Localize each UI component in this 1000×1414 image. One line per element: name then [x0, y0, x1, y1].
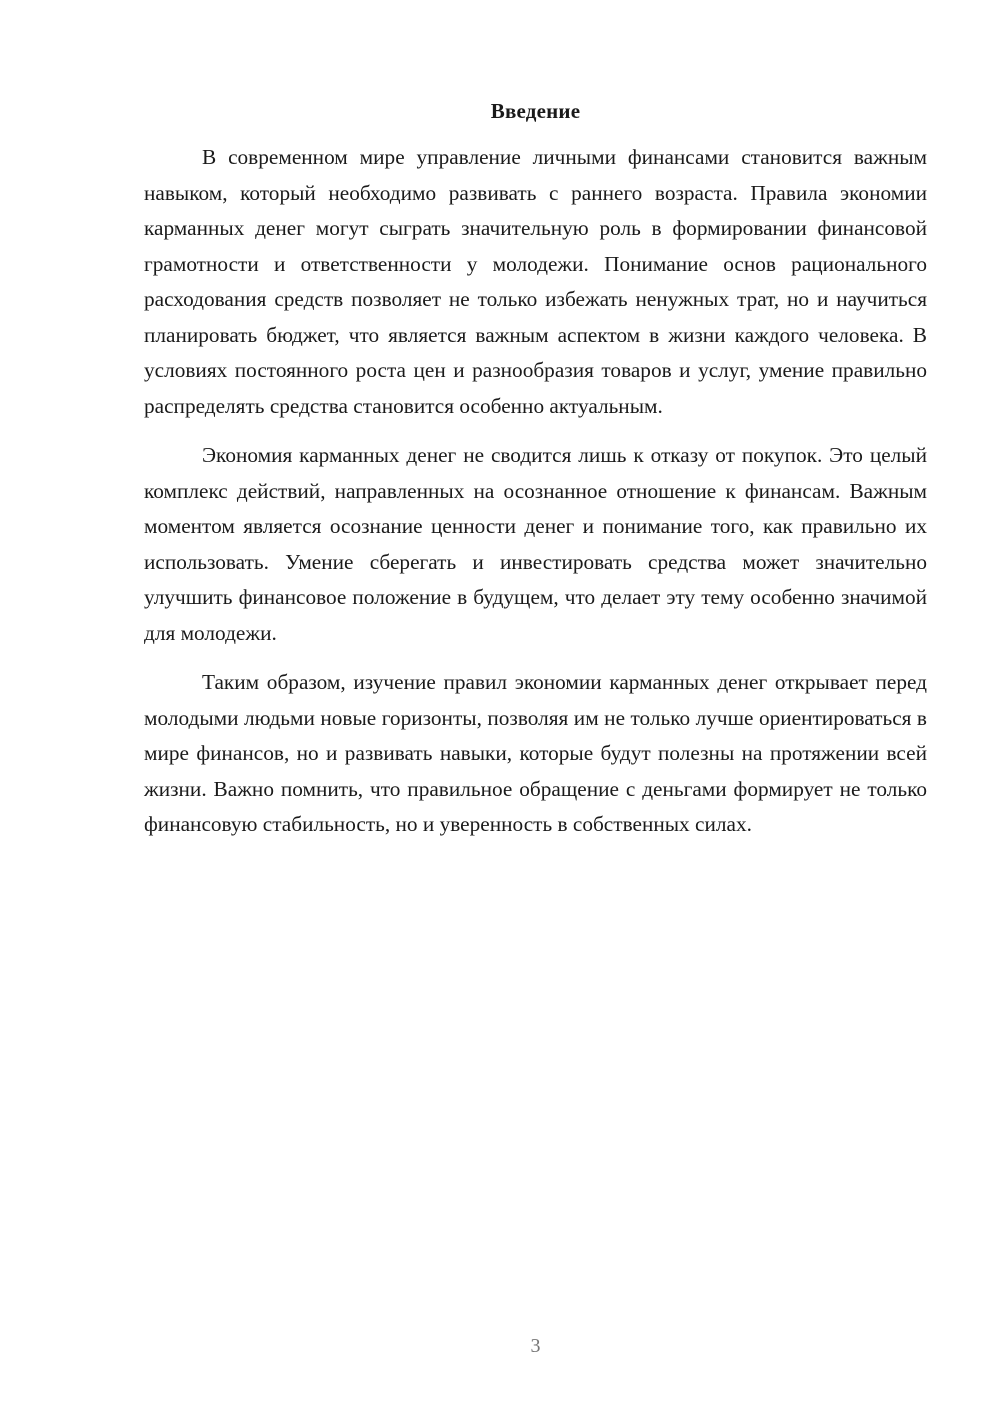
section-heading: Введение: [490, 99, 581, 123]
paragraph-2: Экономия карманных денег не сводится лишь к отказу от покупок. Это целый комплекс действий, направленных на осознанное отношение к финансам. Важным моментом является осознание ценности денег и понимание того, как правильно их использовать. Умение сберегать и инвестировать средства может значительно улучшить финансовое положение в будущем, что делает эту тему особенно значимой для молодежи.: [144, 443, 927, 645]
paragraph-3: Таким образом, изучение правил экономии карманных денег открывает перед молодыми людьми новые горизонты, позволяя им не только лучше ориентироваться в мире финансов, но и развивать навыки, которые будут полезны на протяжении всей жизни. Важно помнить, что правильное обращение с деньгами формирует не только финансовую стабильность, но и уверенность в собственных силах.: [144, 670, 927, 836]
heading-spacer: [144, 126, 927, 140]
paragraph-1: В современном мире управление личными финансами становится важным навыком, который необходимо развивать с раннего возраста. Правила экономии карманных денег могут сыграть значительную роль в формировании финансовой грамотности и ответственности у молодежи. Понимание основ рационального расходования средств позволяет не только избежать ненужных трат, но и научиться планировать бюджет, что является важным аспектом в жизни каждого человека. В условиях постоянного роста цен и разнообразия товаров и услуг, умение правильно распределять средства становится особенно актуальным.: [144, 145, 927, 418]
page-number: 3: [530, 1335, 541, 1357]
page-content: [144, 96, 927, 843]
